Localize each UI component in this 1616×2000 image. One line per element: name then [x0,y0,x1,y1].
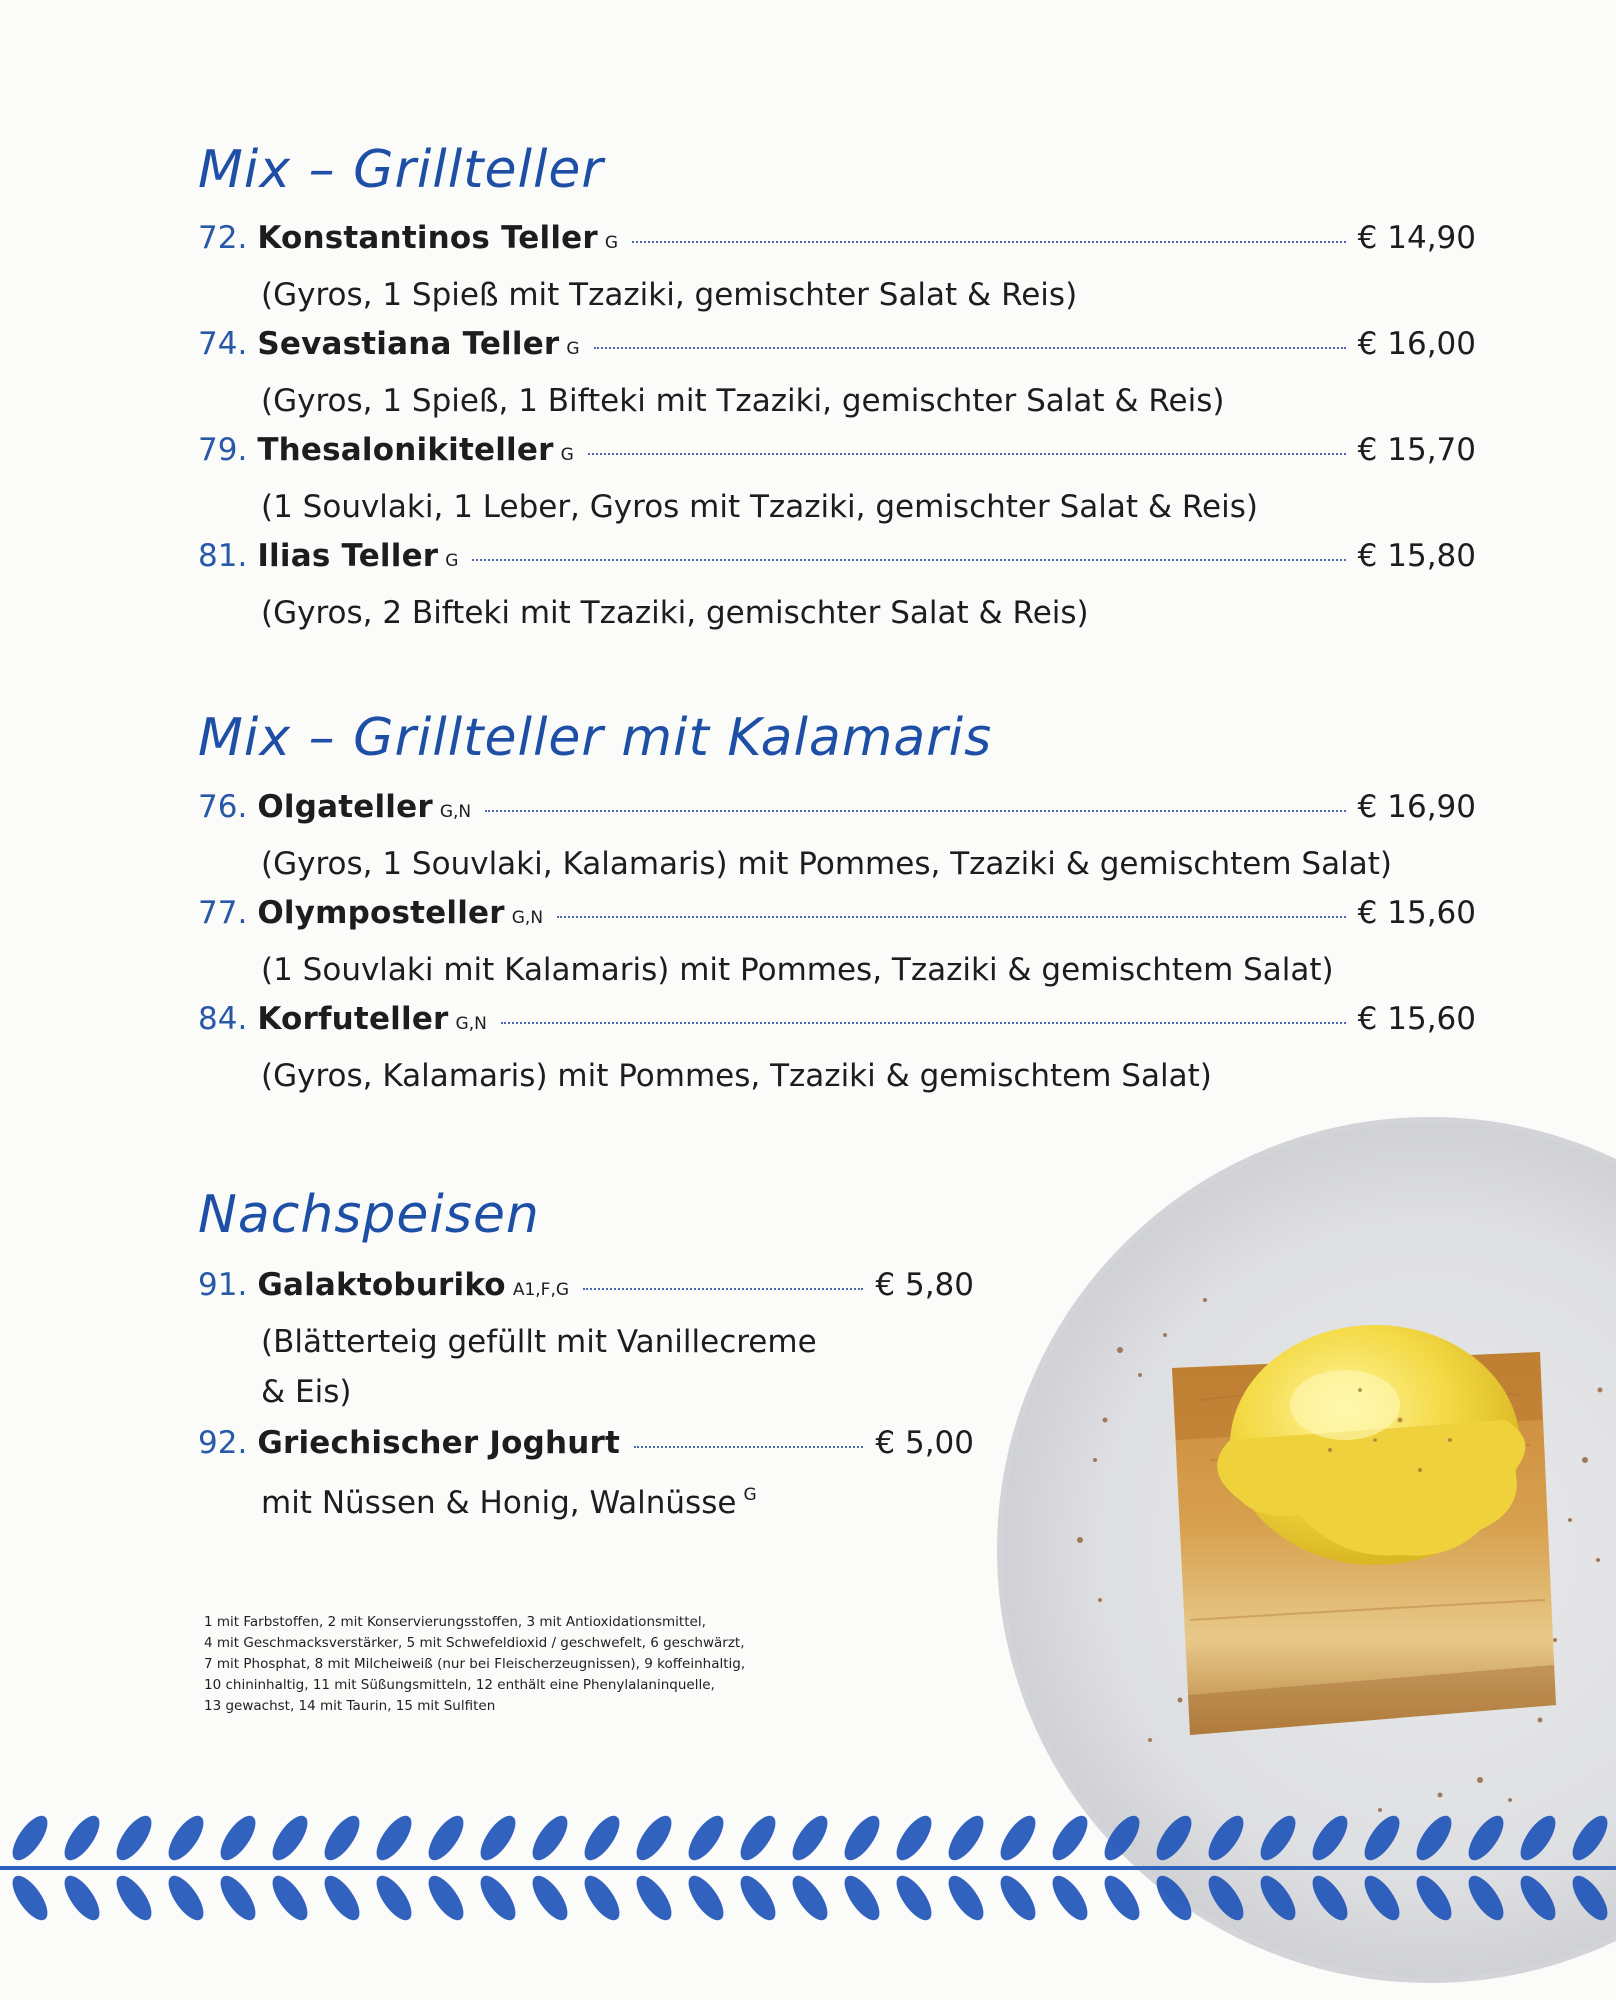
garland-leaf [734,1810,782,1865]
item-price: € 15,60 [1357,1001,1476,1037]
menu-item [198,784,1476,889]
footnote-line: 4 mit Geschmacksverstärker, 5 mit Schwefeldioxid / geschwefelt, 6 geschwärzt, [204,1635,745,1651]
garland-leaf [162,1870,210,1925]
item-allergens: A1,F,G [512,1280,570,1300]
garland-leaf [682,1810,730,1865]
footnote-line: 10 chininhaltig, 11 mit Süßungsmitteln, 12 enthält eine Phenylalaninquelle, [204,1677,715,1693]
item-allergens: G [445,551,459,571]
garland-leaf [58,1810,106,1865]
item-price: € 5,00 [875,1425,974,1461]
garland-leaf [1046,1870,1094,1925]
garland-leaf [838,1870,886,1925]
item-number: 79. [198,432,248,468]
section-title-nachspeisen: Nachspeisen [198,1185,540,1245]
garland-leaf [890,1810,938,1865]
dot-leader [594,347,1346,349]
menu-item [198,1420,974,1528]
item-allergens: G,N [511,908,544,928]
garland-leaf [214,1810,262,1865]
garland-leaf [318,1810,366,1865]
item-name: Olymposteller [257,895,505,931]
item-number: 84. [198,1001,248,1037]
item-description-line: & Eis) [261,1374,352,1410]
additive-footnotes [204,1612,844,1717]
item-name: Konstantinos Teller [257,220,598,256]
garland-leaf [786,1870,834,1925]
garland-leaf [994,1870,1042,1925]
garland-leaf [110,1810,158,1865]
garland-leaf [838,1810,886,1865]
garland-leaf [370,1870,418,1925]
garland-leaf [162,1810,210,1865]
garland-leaf [994,1810,1042,1865]
garland-leaf [786,1810,834,1865]
item-allergens: G,N [439,802,472,822]
item-price: € 16,90 [1357,789,1476,825]
item-description: (Gyros, Kalamaris) mit Pommes, Tzaziki & gemischtem Salat) [261,1058,1212,1094]
dot-leader [583,1288,863,1290]
menu-item [198,996,1476,1101]
garland-leaf [474,1810,522,1865]
garland-leaf [318,1870,366,1925]
garland-leaf [1046,1810,1094,1865]
item-number: 91. [198,1267,248,1303]
item-allergens: G [560,445,574,465]
dot-leader [472,559,1345,561]
garland-leaf [58,1870,106,1925]
dot-leader [485,810,1346,812]
garland-leaf [6,1810,54,1865]
dot-leader [632,241,1346,243]
item-description-line: mit Nüssen & Honig, Walnüsse [261,1485,737,1521]
garland-leaf [526,1810,574,1865]
item-name: Korfuteller [257,1001,449,1037]
garland-leaf [630,1870,678,1925]
footnote-line: 13 gewachst, 14 mit Taurin, 15 mit Sulfiten [204,1698,496,1714]
item-name: Ilias Teller [257,538,439,574]
item-number: 76. [198,789,248,825]
garland-leaf [266,1870,314,1925]
item-number: 72. [198,220,248,256]
item-price: € 5,80 [875,1267,974,1303]
garland-leaf [890,1870,938,1925]
garland-leaf [422,1810,470,1865]
garland-leaf [6,1870,54,1925]
section-title-grillteller: Mix – Grillteller [198,140,604,200]
item-description: (Gyros, 2 Bifteki mit Tzaziki, gemischter Salat & Reis) [261,595,1089,631]
item-description: (Gyros, 1 Spieß, 1 Bifteki mit Tzaziki, gemischter Salat & Reis) [261,383,1225,419]
garland-leaf [422,1870,470,1925]
item-allergens: G [566,339,580,359]
dot-leader [634,1446,863,1448]
garland-leaf [266,1810,314,1865]
item-name: Olgateller [257,789,433,825]
dot-leader [588,453,1346,455]
menu-item [198,321,1476,426]
garland-leaf [214,1870,262,1925]
item-price: € 15,80 [1357,538,1476,574]
menu-item [198,215,1476,320]
item-number: 92. [198,1425,248,1461]
item-allergens: G,N [455,1014,487,1034]
menu-item [198,427,1476,532]
item-description: (1 Souvlaki mit Kalamaris) mit Pommes, Tzaziki & gemischtem Salat) [261,952,1334,988]
item-number: 81. [198,538,248,574]
garland-leaf [630,1810,678,1865]
item-price: € 16,00 [1357,326,1476,362]
garland-leaf [942,1870,990,1925]
garland-leaf [942,1810,990,1865]
item-name: Griechischer Joghurt [257,1425,621,1461]
garland-leaf [734,1870,782,1925]
garland-leaf [526,1870,574,1925]
garland-leaf [682,1870,730,1925]
item-description [198,1470,974,1528]
garland-leaf [1098,1870,1146,1925]
leaf-garland [0,1866,1616,1870]
garland-leaf [578,1870,626,1925]
menu-item [198,533,1476,638]
footnote-line: 1 mit Farbstoffen, 2 mit Konservierungsstoffen, 3 mit Antioxidationsmittel, [204,1614,706,1630]
item-name: Galaktoburiko [257,1267,506,1303]
dot-leader [557,916,1346,918]
item-price: € 14,90 [1357,220,1476,256]
item-description: (Gyros, 1 Souvlaki, Kalamaris) mit Pommes, Tzaziki & gemischtem Salat) [261,846,1392,882]
item-name: Sevastiana Teller [257,326,560,362]
dot-leader [501,1022,1346,1024]
item-name: Thesalonikiteller [257,432,554,468]
garland-leaf [110,1870,158,1925]
footnote-line: 7 mit Phosphat, 8 mit Milcheiweiß (nur bei Fleischerzeugnissen), 9 koffeinhaltig, [204,1656,746,1672]
item-number: 74. [198,326,248,362]
item-number: 77. [198,895,248,931]
item-allergens: G [743,1485,757,1505]
garland-leaf [474,1870,522,1925]
item-description-line: (Blätterteig gefüllt mit Vanillecreme [261,1324,817,1360]
section-title-kalamaris: Mix – Grillteller mit Kalamaris [198,708,993,768]
item-price: € 15,60 [1357,895,1476,931]
garland-leaf [578,1810,626,1865]
menu-item [198,890,1476,995]
garland-leaf [370,1810,418,1865]
item-allergens: G [604,233,619,253]
menu-item [198,1262,974,1417]
item-description: (Gyros, 1 Spieß mit Tzaziki, gemischter Salat & Reis) [261,277,1078,313]
item-description: (1 Souvlaki, 1 Leber, Gyros mit Tzaziki, gemischter Salat & Reis) [261,489,1258,525]
item-price: € 15,70 [1357,432,1476,468]
